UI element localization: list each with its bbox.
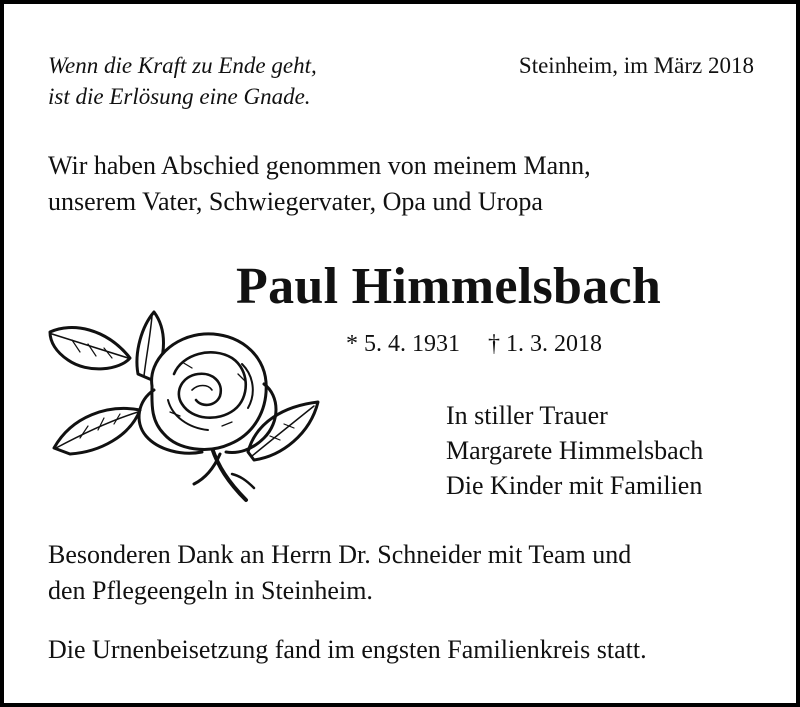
thanks-line-1: Besonderen Dank an Herrn Dr. Schneider mit Team und — [48, 540, 632, 569]
quote-line-1: Wenn die Kraft zu Ende geht, — [48, 53, 317, 78]
deceased-name: Paul Himmelsbach — [236, 258, 662, 315]
intro-line-2: unserem Vater, Schwiegervater, Opa und Uropa — [48, 187, 543, 216]
life-dates — [346, 328, 602, 360]
closing-note: Die Urnenbeisetzung fand im engsten Familienkreis statt. — [48, 635, 647, 664]
farewell-intro — [48, 148, 591, 220]
quote-line-2: ist die Erlösung eine Gnade. — [48, 84, 311, 109]
memorial-quote — [48, 50, 317, 112]
mourners-line-1: In stiller Trauer — [446, 401, 608, 430]
mourners-line-3: Die Kinder mit Familien — [446, 471, 703, 500]
thanks-paragraph — [48, 537, 631, 609]
intro-line-1: Wir haben Abschied genommen von meinem Mann, — [48, 151, 591, 180]
mourners-block — [446, 398, 703, 503]
place-and-date: Steinheim, im März 2018 — [518, 53, 754, 78]
birth-date: * 5. 4. 1931 — [346, 331, 460, 357]
thanks-line-2: den Pflegeengeln in Steinheim. — [48, 576, 373, 605]
mourners-line-2: Margarete Himmelsbach — [446, 436, 704, 465]
rose-icon — [42, 304, 324, 504]
death-date: † 1. 3. 2018 — [488, 331, 602, 357]
